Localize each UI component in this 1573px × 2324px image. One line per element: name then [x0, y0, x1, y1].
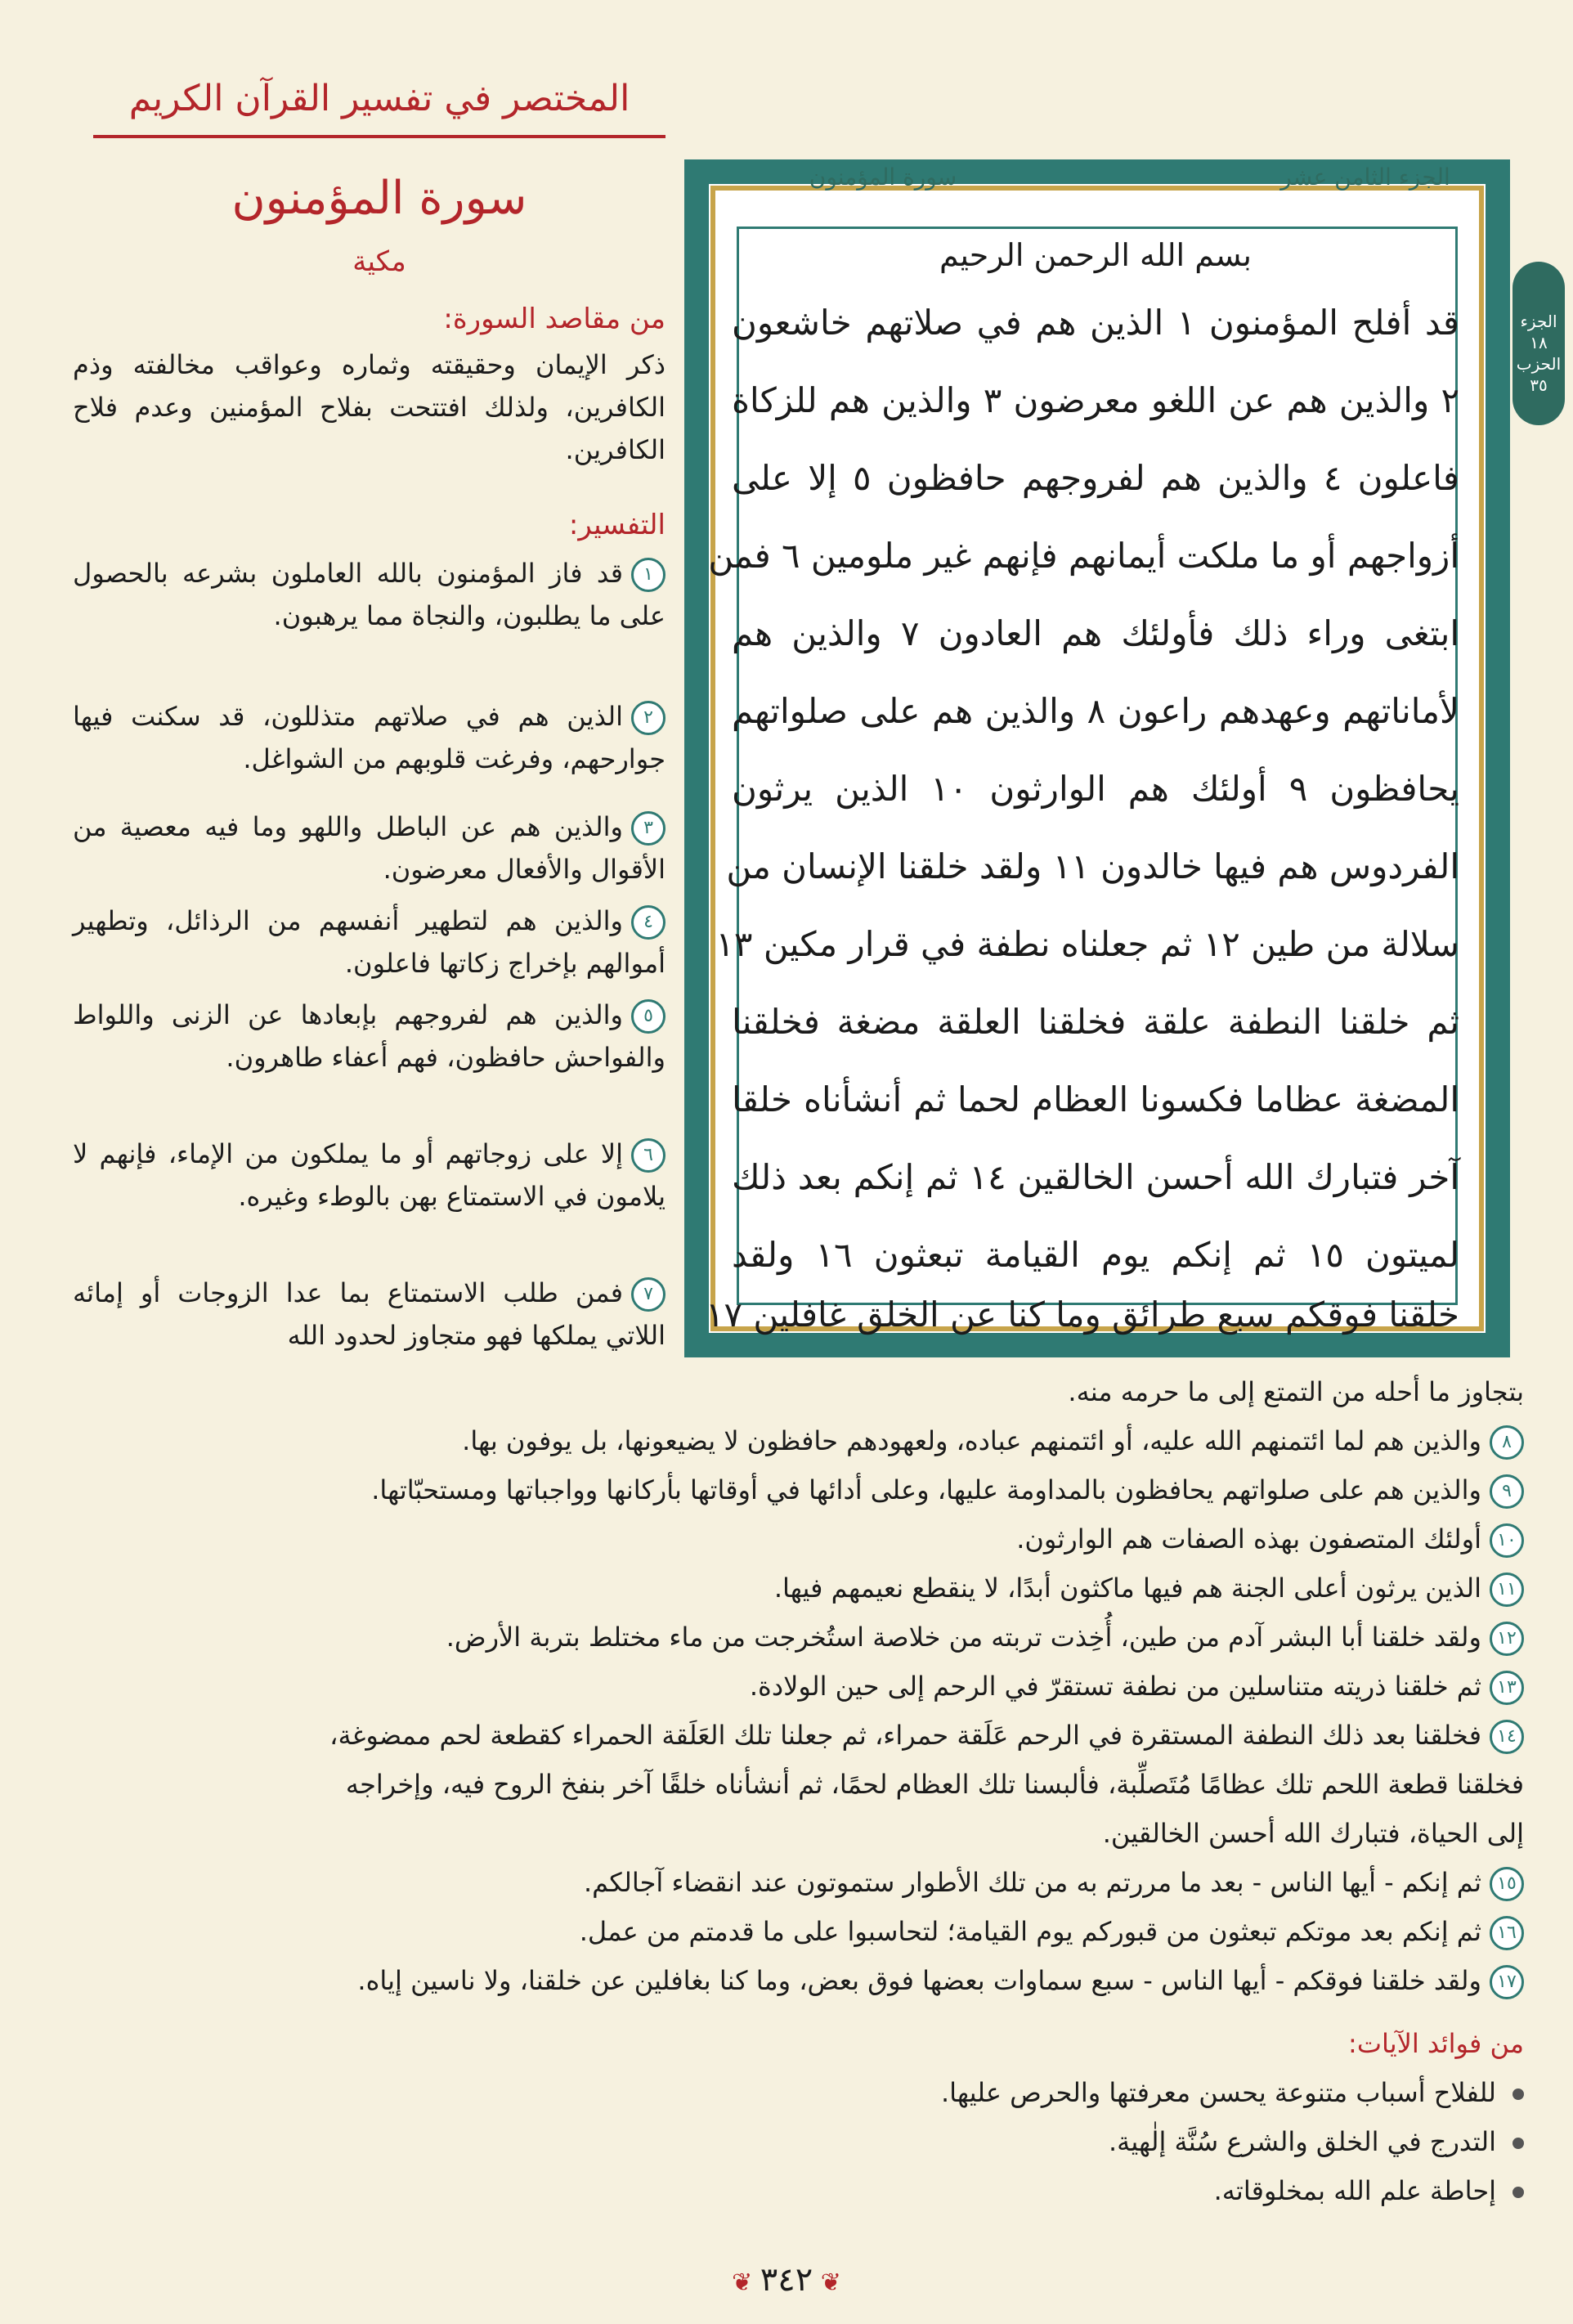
tafsir-text: والذين هم لتطهير أنفسهم من الرذائل، وتطهير أموالهم بإخراج زكاتها فاعلون. — [73, 905, 666, 979]
tafsir-item — [73, 994, 666, 1079]
basmala: بسم الله الرحمن الرحيم — [939, 237, 1252, 273]
tafsir-text: قد فاز المؤمنون بالله العاملون بشرعه بالحصول على ما يطلبون، والنجاة مما يرهبون. — [73, 558, 666, 631]
tafsir-text: الذين يرثون أعلى الجنة هم فيها ماكثون أبدًا، لا ينقطع نعيمهم فيها. — [773, 1573, 1481, 1604]
verse-number: ١ — [631, 558, 666, 592]
tafsir-line — [60, 1568, 1524, 1608]
tafsir-text: والذين هم على صلواتهم يحافظون بالمداومة عليها، وعلى أدائها في أوقاتها بأركانها وواجباتها ومستحبّاتها. — [371, 1474, 1481, 1505]
tafsir-line — [60, 1617, 1524, 1657]
verse-number: ١١ — [1490, 1573, 1524, 1607]
tafsir-text: فخلقنا قطعة اللحم تلك عظامًا مُتَصلِّبة، فألبسنا تلك العظام لحمًا، ثم أنشأناه خلقًا آخر بنفخ الروح فيه، وإخراجه — [345, 1769, 1524, 1800]
verse-number: ١٤ — [1490, 1720, 1524, 1754]
tafsir-text: ثم إنكم - أيها الناس - بعد ما مررتم به من تلك الأطوار ستموتون عند انقضاء آجالكم. — [583, 1867, 1481, 1898]
quran-line: ثم خلقنا النطفة علقة فخلقنا العلقة مضغة فخلقنا — [732, 1002, 1459, 1042]
verse-number: ٢ — [631, 701, 666, 735]
tafsir-line — [60, 1519, 1524, 1559]
benefit-text: التدرج في الخلق والشرع سُنَّة إلٰهية. — [1109, 2126, 1496, 2157]
verse-number: ٥ — [631, 999, 666, 1034]
quran-line: لميتون ١٥ ثم إنكم يوم القيامة تبعثون ١٦ ولقد — [732, 1235, 1459, 1275]
tafsir-text: والذين هم لما ائتمنهم الله عليه، أو ائتمنهم عباده، ولعهودهم حافظون لا يضيعونها، بل يوفون بها. — [462, 1425, 1481, 1456]
benefit-text: إحاطة علم الله بمخلوقاته. — [1213, 2175, 1496, 2206]
tafsir-text: والذين هم لفروجهم بإبعادها عن الزنى واللواط والفواحش حافظون، فهم أعفاء طاهرون. — [73, 999, 666, 1073]
tafsir-line — [60, 1961, 1524, 2000]
tafsir-heading: التفسير: — [568, 509, 666, 541]
tafsir-line — [60, 1912, 1524, 1951]
tafsir-text: أولئك المتصفون بهذه الصفات هم الوارثون. — [1016, 1523, 1481, 1555]
page-number-text: ٣٤٢ — [760, 2261, 813, 2299]
quran-line: الفردوس هم فيها خالدون ١١ ولقد خلقنا الإنسان من — [726, 846, 1459, 886]
tafsir-line — [60, 1470, 1524, 1510]
verse-number: ١٢ — [1490, 1622, 1524, 1656]
tafsir-item — [73, 805, 666, 891]
quran-line: خلقنا فوقكم سبع طرائق وما كنا عن الخلق غافلين ١٧ — [705, 1294, 1459, 1335]
verse-number: ١٣ — [1490, 1671, 1524, 1705]
verse-number: ٧ — [631, 1277, 666, 1312]
goals-text: ذكر الإيمان وحقيقته وثماره وعواقب مخالفته وذم الكافرين، ولذلك افتتحت بفلاح المؤمنين وعدم فلاح الكافرين. — [73, 349, 666, 465]
quran-line: آخر فتبارك الله أحسن الخالقين ١٤ ثم إنكم بعد ذلك — [732, 1157, 1459, 1197]
bullet-icon — [1512, 2187, 1524, 2198]
verse-number: ١٦ — [1490, 1916, 1524, 1950]
tafsir-text: ثم خلقنا ذريته متناسلين من نطفة تستقرّ في الرحم إلى حين الولادة. — [749, 1671, 1481, 1702]
book-title: المختصر في تفسير القرآن الكريم — [128, 78, 630, 119]
benefit-text: للفلاح أسباب متنوعة يحسن معرفتها والحرص عليها. — [940, 2077, 1496, 2108]
tafsir-item — [73, 552, 666, 637]
verse-number: ١٥ — [1490, 1867, 1524, 1901]
benefit-item — [60, 2073, 1524, 2112]
benefit-item — [60, 2171, 1524, 2210]
tafsir-text: ثم إنكم بعد موتكم تبعثون من قبوركم يوم القيامة؛ لتحاسبوا على ما قدمتم من عمل. — [579, 1916, 1481, 1947]
quran-line: أزواجهم أو ما ملكت أيمانهم فإنهم غير ملومين ٦ فمن — [708, 536, 1459, 576]
tafsir-line — [60, 1765, 1524, 1804]
tafsir-item — [73, 900, 666, 985]
tafsir-line — [60, 1372, 1524, 1411]
tafsir-line — [60, 1814, 1524, 1853]
tafsir-text: والذين هم عن الباطل واللهو وما فيه معصية من الأقوال والأفعال معرضون. — [73, 811, 666, 885]
verse-number: ٦ — [631, 1138, 666, 1173]
quran-line: ٢ والذين هم عن اللغو معرضون ٣ والذين هم للزكاة — [732, 380, 1459, 420]
sura-type: مكية — [352, 245, 406, 278]
tafsir-text: إلا على زوجاتهم أو ما يملكون من الإماء، فإنهم لا يلامون في الاستمتاع بهن بالوطء وغيره. — [73, 1138, 666, 1212]
quran-line: المضغة عظاما فكسونا العظام لحما ثم أنشأناه خلقا — [732, 1079, 1459, 1119]
verse-number: ١٠ — [1490, 1523, 1524, 1558]
juz-label: الجزء الثامن عشر — [1280, 164, 1450, 191]
verse-number: ٤ — [631, 905, 666, 940]
quran-line: لأماناتهم وعهدهم راعون ٨ والذين هم على صلواتهم — [732, 691, 1459, 731]
page-number — [705, 2261, 868, 2299]
tafsir-line — [60, 1716, 1524, 1755]
tafsir-line — [60, 1421, 1524, 1460]
benefits-heading: من فوائد الآيات: — [1348, 2028, 1524, 2059]
tafsir-text: بتجاوز ما أحله من التمتع إلى ما حرمه منه. — [1068, 1376, 1524, 1407]
tafsir-text: ولقد خلقنا فوقكم - أيها الناس - سبع سماوات بعضها فوق بعض، وما كنا بغافلين عن خلقنا، ولا ناسين إياه. — [357, 1965, 1481, 1996]
ornament-icon: ❦ — [813, 2268, 841, 2297]
bullet-icon — [1512, 2088, 1524, 2100]
quran-line: ابتغى وراء ذلك فأولئك هم العادون ٧ والذين هم — [732, 613, 1459, 653]
tafsir-text: فخلقنا بعد ذلك النطفة المستقرة في الرحم عَلَقة حمراء، ثم جعلنا تلك العَلَقة الحمراء كقطعة لحم ممضوغة، — [329, 1720, 1481, 1751]
bullet-icon — [1512, 2138, 1524, 2149]
benefit-item — [60, 2122, 1524, 2161]
ornament-icon: ❦ — [732, 2268, 760, 2297]
tafsir-item — [73, 1272, 666, 1357]
verse-number: ١٧ — [1490, 1965, 1524, 1999]
tafsir-text: فمن طلب الاستمتاع بما عدا الزوجات أو إمائه اللاتي يملكها فهو متجاوز لحدود الله — [73, 1277, 666, 1351]
header-rule — [93, 135, 666, 138]
juz-medallion-text: الجزء ١٨ الحزب ٣٥ — [1516, 312, 1562, 395]
tafsir-text: إلى الحياة، فتبارك الله أحسن الخالقين. — [1102, 1818, 1524, 1849]
verse-number: ٨ — [1490, 1425, 1524, 1460]
quran-line: قد أفلح المؤمنون ١ الذين هم في صلاتهم خاشعون — [732, 303, 1459, 343]
tafsir-item — [73, 695, 666, 780]
quran-line: فاعلون ٤ والذين هم لفروجهم حافظون ٥ إلا على — [732, 458, 1460, 498]
sura-name: سورة المؤمنون — [231, 172, 527, 225]
verse-number: ٣ — [631, 811, 666, 846]
tafsir-item — [73, 1133, 666, 1218]
quran-line: سلالة من طين ١٢ ثم جعلناه نطفة في قرار مكين ١٣ — [715, 924, 1459, 964]
tafsir-text: ولقد خلقنا أبا البشر آدم من طين، أُخِذت تربته من خلاصة استُخرجت من ماء مختلط بتربة الأرض. — [446, 1622, 1481, 1653]
goals-heading: من مقاصد السورة: — [443, 303, 666, 335]
verse-number: ٩ — [1490, 1474, 1524, 1509]
tafsir-line — [60, 1667, 1524, 1706]
quran-line: يحافظون ٩ أولئك هم الوارثون ١٠ الذين يرثون — [732, 769, 1459, 809]
sura-label: سورة المؤمنون — [809, 164, 957, 191]
tafsir-text: الذين هم في صلاتهم متذللون، قد سكنت فيها جوارحهم، وفرغت قلوبهم من الشواغل. — [73, 701, 666, 774]
tafsir-line — [60, 1863, 1524, 1902]
